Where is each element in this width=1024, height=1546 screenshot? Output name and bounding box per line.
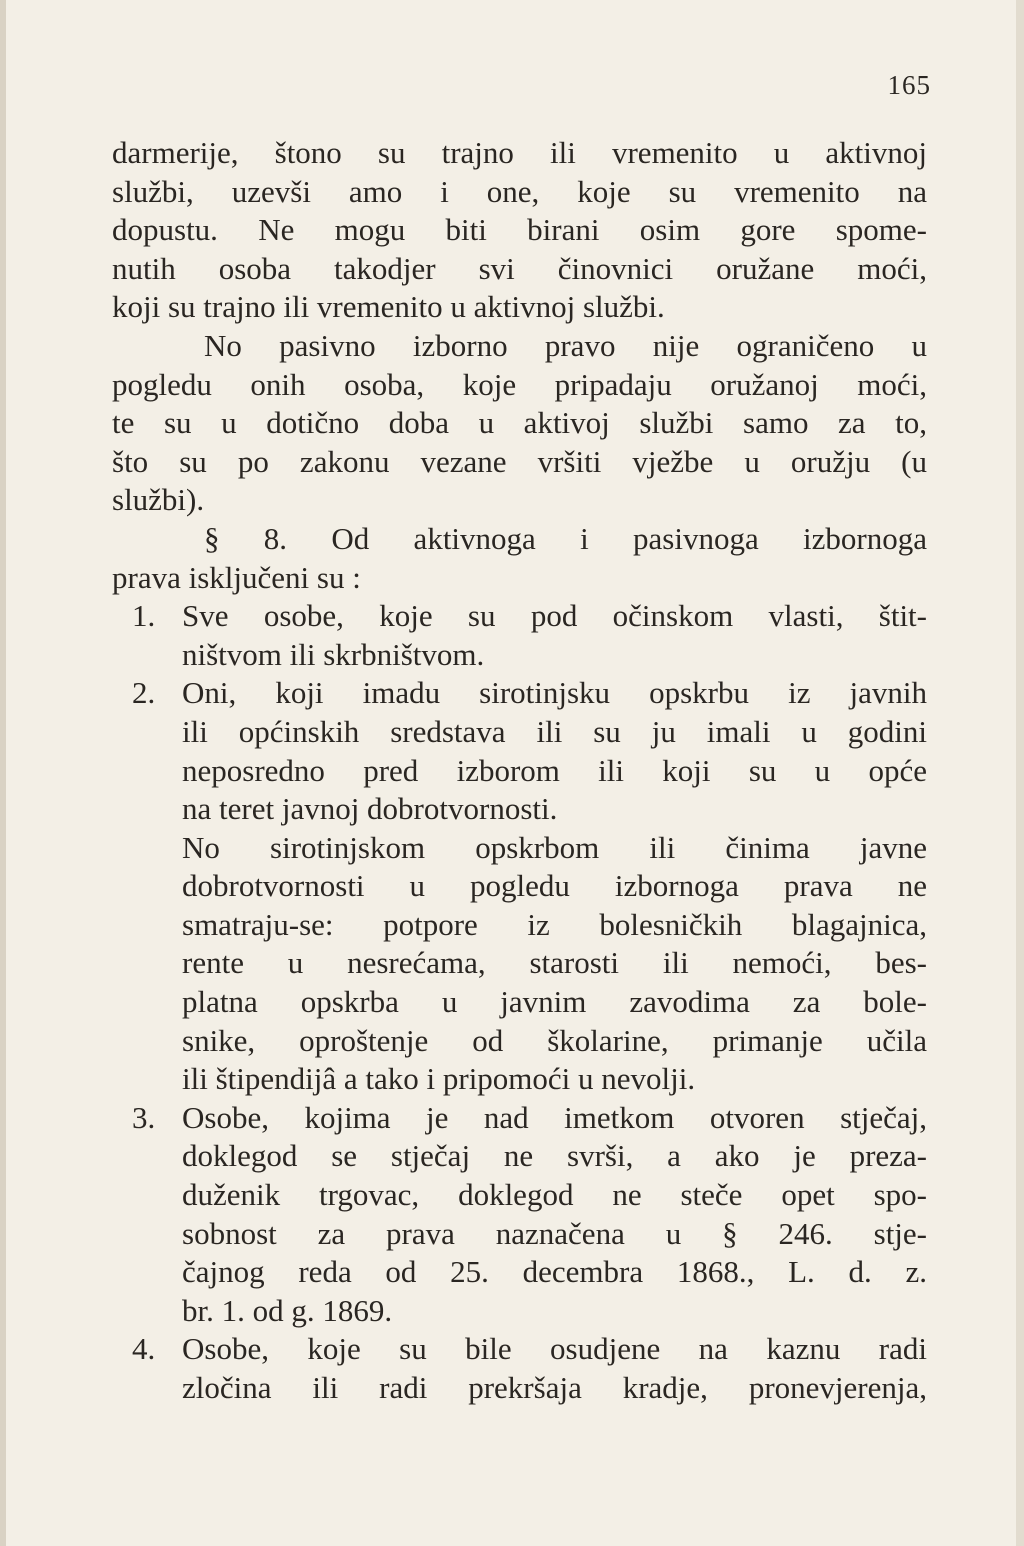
text-line: platna opskrba u javnim zavodima za bole- bbox=[182, 984, 927, 1020]
text-line: službi). bbox=[112, 482, 205, 518]
text-line: čajnog reda od 25. decembra 1868., L. d. z. bbox=[182, 1254, 927, 1290]
list-number: 2. bbox=[132, 675, 156, 711]
page-edge-right bbox=[1016, 0, 1024, 1546]
text-line: doklegod se stječaj ne svrši, a ako je preza- bbox=[182, 1138, 927, 1174]
page-number: 165 bbox=[887, 70, 931, 100]
text-line: sobnost za prava naznačena u § 246. stje- bbox=[182, 1215, 927, 1251]
text-line: darmerije, štono su trajno ili vremenito u aktivnoj bbox=[112, 135, 927, 170]
text-line: dopustu. Ne mogu biti birani osim gore spome- bbox=[112, 212, 927, 248]
text-line: što su po zakonu vezane vršiti vježbe u oružju (u bbox=[112, 443, 927, 479]
list-number: 1. bbox=[132, 598, 156, 634]
text-line: ništvom ili skrbništvom. bbox=[182, 636, 485, 672]
text-line: Osobe, kojima je nad imetkom otvoren stječaj, bbox=[182, 1099, 927, 1135]
text-line: No pasivno izborno pravo nije ograničeno u bbox=[204, 327, 927, 363]
text-line: te su u dotično doba u aktivoj službi samo za to, bbox=[112, 405, 927, 441]
page-body bbox=[112, 134, 927, 1408]
list-item-4 bbox=[112, 1330, 927, 1407]
paragraph-2 bbox=[112, 327, 927, 520]
text-line: ili općinskih sredstava ili su ju imali u godini bbox=[182, 713, 927, 749]
text-line: zločina ili radi prekršaja kradje, pronevjerenja, bbox=[182, 1370, 927, 1405]
section-heading bbox=[112, 520, 927, 597]
text-line: službi, uzevši amo i one, koje su vremenito na bbox=[112, 173, 927, 209]
list-number: 3. bbox=[132, 1099, 156, 1135]
text-line: § 8. Od aktivnoga i pasivnoga izbornoga bbox=[204, 520, 927, 556]
text-line: rente u nesrećama, starosti ili nemoći, bes- bbox=[182, 945, 927, 981]
text-line: pogledu onih osoba, koje pripadaju oružanoj moći, bbox=[112, 366, 927, 402]
text-line: neposredno pred izborom ili koji su u opće bbox=[182, 752, 927, 788]
text-line: Osobe, koje su bile osudjene na kaznu radi bbox=[182, 1331, 927, 1367]
text-line: duženik trgovac, doklegod ne steče opet spo- bbox=[182, 1177, 927, 1213]
text-line: dobrotvornosti u pogledu izbornoga prava ne bbox=[182, 868, 927, 904]
text-line: smatraju-se: potpore iz bolesničkih blagajnica, bbox=[182, 906, 927, 942]
list-item-3 bbox=[112, 1099, 927, 1331]
text-line: br. 1. od g. 1869. bbox=[182, 1292, 393, 1328]
text-line: nutih osoba takodjer svi činovnici oružane moći, bbox=[112, 250, 927, 286]
text-line: na teret javnoj dobrotvornosti. bbox=[182, 791, 558, 827]
text-line: No sirotinjskom opskrbom ili činima javne bbox=[182, 829, 927, 865]
list-item-2 bbox=[112, 674, 927, 1099]
text-line: Sve osobe, koje su pod očinskom vlasti, štit- bbox=[182, 598, 927, 634]
text-line: ili štipendijâ a tako i pripomoći u nevolji. bbox=[182, 1061, 696, 1097]
text-line: Oni, koji imadu sirotinjsku opskrbu iz javnih bbox=[182, 675, 927, 711]
list-item-1 bbox=[112, 597, 927, 674]
list-number: 4. bbox=[132, 1331, 156, 1367]
text-line: snike, oproštenje od školarine, primanje učila bbox=[182, 1022, 927, 1058]
paragraph-1 bbox=[112, 134, 927, 327]
text-line: koji su trajno ili vremenito u aktivnoj službi. bbox=[112, 289, 665, 325]
page-edge-left bbox=[0, 0, 6, 1546]
text-line: prava isključeni su : bbox=[112, 559, 361, 595]
